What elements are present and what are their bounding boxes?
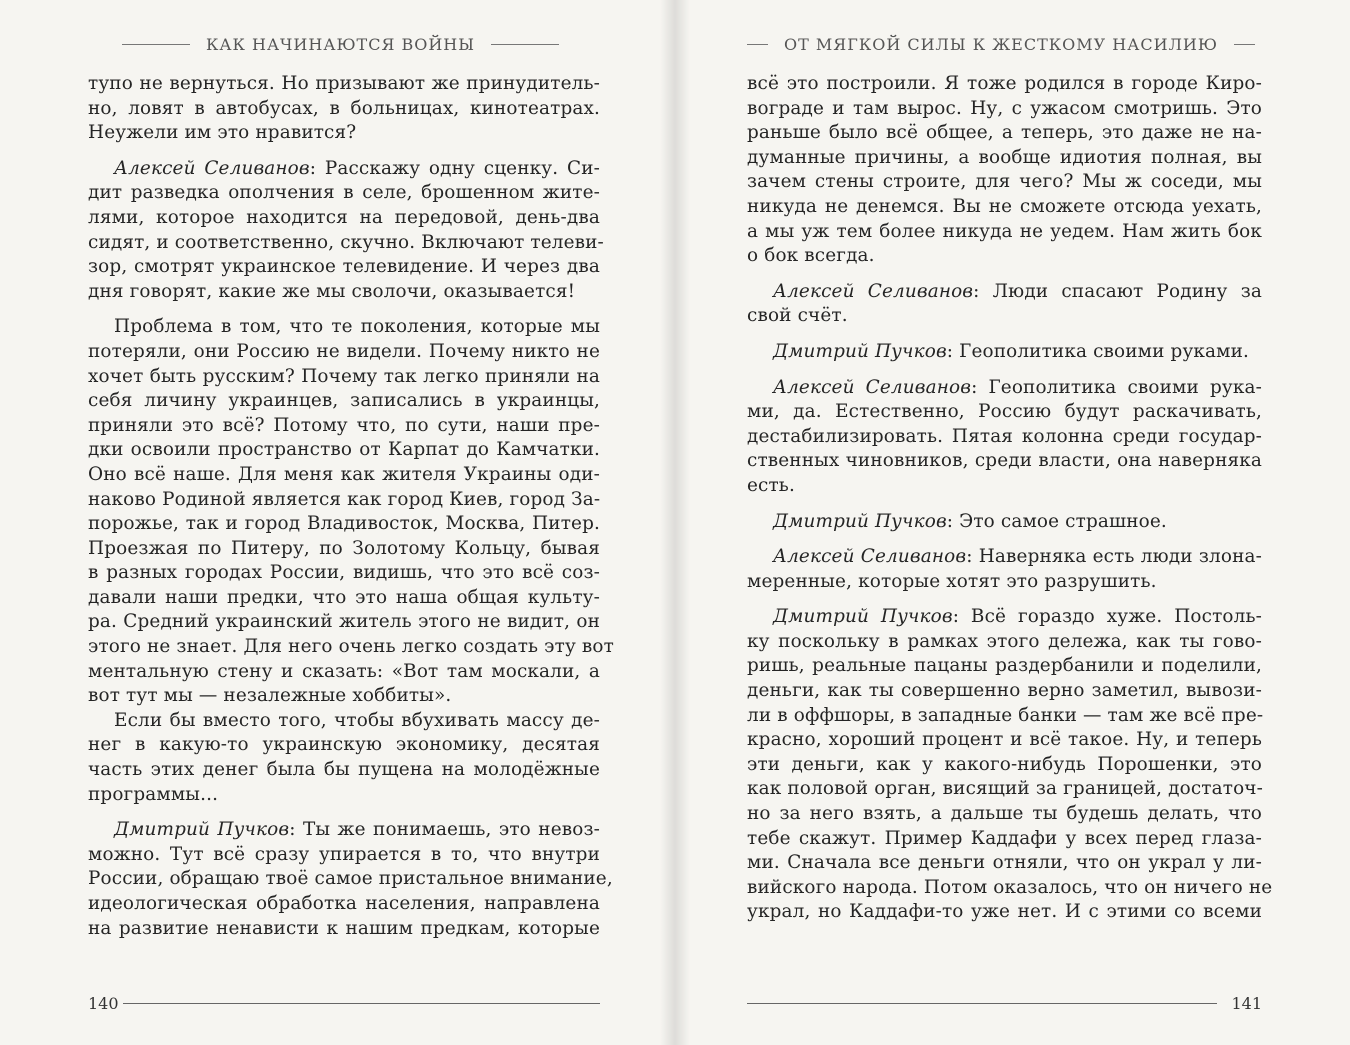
text-line: деньги, как ты совершенно верно заметил, вывози- [747,680,1262,702]
text-fragment: : Расскажу одну сценку. Си- [309,157,600,179]
right-page [675,0,1350,1045]
header-rule [1234,44,1255,45]
paragraph [88,818,613,941]
text-line: приняли это всё? Потому что, по сути, наши пре- [88,414,600,436]
text-line: зачем стены строите, для чего? Мы ж соседи, мы [747,171,1262,193]
header-rule [491,44,559,45]
text-line: ра. Средний украинский житель этого не видит, он [88,611,600,633]
text-fragment: : Наверняка есть люди злона- [966,546,1262,568]
text-line [747,280,1262,305]
text-fragment: : Ты же понимаешь, это невоз- [289,819,600,841]
text-line: потеряли, они Россию не видели. Почему никто не [88,340,600,362]
text-line: нег в какую-то украинскую экономику, десятая [88,734,600,756]
paragraph [747,280,1262,329]
paragraph [88,709,600,807]
speaker-name: Алексей Селиванов [773,280,974,302]
text-line: ми, да. Естественно, Россию будут раскачивать, [747,401,1262,423]
text-line: дестабилизировать. Пятая колонна среди государ- [747,425,1262,447]
text-line: а мы уж тем более никуда не уедем. Нам жить бок [747,220,1262,242]
paragraph [747,340,1262,365]
text-line: ментальную стену и сказать: «Вот там москали, а [88,660,600,682]
text-line: как половой орган, висящий за границей, достаточ- [747,778,1263,800]
page-footer-left [88,990,600,1016]
text-line: этого не знает. Для него очень легко создать эту вот [88,636,614,658]
speaker-name: Дмитрий Пучков [773,606,953,628]
text-line: порожье, так и город Владивосток, Москва, Питер. [88,513,600,535]
text-line: тупо не вернуться. Но призывают же принудитель- [88,73,600,94]
book-gutter-shadow [660,0,690,1045]
text-line: ми. Сначала все деньги отняли, что он украл у ли- [747,852,1262,874]
text-line: России, обращаю твоё самое пристальное внимание, [88,868,613,890]
paragraph [88,315,614,709]
text-line: тебе скажут. Пример Каддафи у всех перед глаза- [747,827,1262,849]
text-line: лями, которое находится на передовой, день-два [88,206,600,228]
text-fragment: : Геополитика своими рука- [971,376,1262,398]
text-line [747,605,1262,630]
text-line: никуда не денемся. Вы не сможете отсюда уехать, [747,195,1262,217]
running-header-left [88,32,593,56]
text-line: ку поскольку в рамках этого дележа, как ты гово- [747,630,1262,652]
text-line: дит разведка ополчения в селе, брошенном жите- [88,182,600,204]
text-line: раньше было всё общее, а теперь, это даже не на- [747,122,1262,144]
text-line: Если бы вместо того, чтобы вбухивать массу де- [114,709,600,731]
text-line: но, ловят в автобусах, в больницах, кинотеатрах. [88,97,600,119]
text-line: эти деньги, как у какого-нибудь Порошенки, это [747,753,1262,775]
text-line: ли в оффшоры, в западные банки — там же всё пре- [747,704,1264,726]
speaker-name: Дмитрий Пучков [114,819,290,841]
text-line [88,818,600,843]
paragraph [88,157,604,305]
text-line: ришь, реальные пацаны раздербанили и поделили, [747,655,1262,677]
text-line: Оно всё наше. Для меня как жителя Украины оди- [88,463,600,485]
page-number: 141 [1231,993,1262,1013]
text-line [747,545,1262,570]
text-line: часть этих денег была бы пущена на молодёжные [88,759,600,781]
text-line: себя личину украинцев, записались в украинцы, [88,390,600,412]
speaker-name: Алексей Селиванов [773,376,972,398]
running-header-right [747,32,1255,56]
page-footer-right [747,990,1262,1016]
text-line: вот тут мы — незалежные хоббиты». [88,685,452,707]
text-fragment: : Геополитика своими руками. [946,340,1250,362]
header-rule [122,44,190,45]
paragraph [747,510,1262,535]
text-line: Неужели им это нравится? [88,122,357,144]
text-line: дки освоили пространство от Карпат до Камчатки. [88,439,600,461]
text-line: меренные, которые хотят это разрушить. [747,570,1157,592]
text-line: можно. Тут всё сразу упирается в то, что внутри [88,843,600,865]
header-rule [747,44,768,45]
text-line: вограде и там вырос. Ну, с ужасом смотришь. Это [747,97,1262,119]
text-fragment: : Это самое страшное. [946,510,1167,532]
text-line: о бок всегда. [747,245,875,267]
text-line: давали наши предки, что это наша общая культу- [88,586,600,608]
text-line [747,340,1262,365]
speaker-name: Алексей Селиванов [114,157,310,179]
text-line: зор, смотрят украинское телевидение. И через два [88,256,600,278]
paragraph [747,72,1262,269]
speaker-name: Алексей Селиванов [773,546,967,568]
speaker-name: Дмитрий Пучков [773,510,947,532]
text-line: украл, но Каддафи-то уже нет. И с этими со всеми [747,901,1262,923]
text-line: на развитие ненависти к нашим предкам, которые [88,917,600,939]
paragraph [747,376,1262,499]
text-line: хочет быть русским? Почему так легко приняли на [88,365,600,387]
paragraph [747,545,1262,594]
text-line [747,376,1262,401]
text-line: свой счёт. [747,305,848,327]
text-line: но за него взять, а дальше ты будешь делать, что [747,803,1262,825]
text-fragment: : Люди спасают Родину за [973,280,1262,302]
text-line: есть. [747,474,795,496]
text-line: красно, хороший процент и всё такое. Ну, и теперь [747,729,1262,751]
page-number: 140 [88,993,119,1013]
text-line: наково Родиной является как город Киев, город За- [88,488,601,510]
left-page-body [88,72,614,941]
text-line: Проблема в том, что те поколения, которые мы [114,316,600,338]
text-line: идеологическая обработка населения, направлена [88,893,600,914]
text-line [88,157,600,182]
paragraph [88,72,600,146]
speaker-name: Дмитрий Пучков [773,340,947,362]
text-line: в разных городах России, видишь, что это всё соз- [88,562,600,584]
text-line: Проезжая по Питеру, по Золотому Кольцу, бывая [88,537,600,559]
text-line: думанные причины, а вообще идиотия полная, вы [747,146,1262,168]
text-line: вийского народа. Потом оказалось, что он ничего не [747,876,1273,898]
running-header-title: ОТ МЯГКОЙ СИЛЫ К ЖЕСТКОМУ НАСИЛИЮ [784,34,1218,54]
text-line: сидят, и соответственно, скучно. Включают телеви- [88,231,604,253]
text-line: всё это построили. Я тоже родился в городе Киро- [747,73,1262,94]
text-line: ственных чиновников, среди власти, она наверняка [747,450,1262,472]
paragraph [747,605,1273,925]
text-fragment: : Всё гораздо хуже. Постоль- [952,606,1262,628]
footer-rule [123,1003,600,1004]
text-line [747,510,1262,535]
running-header-title: КАК НАЧИНАЮТСЯ ВОЙНЫ [206,34,475,54]
text-line: программы... [88,783,219,805]
footer-rule [747,1003,1217,1004]
right-page-body [747,72,1273,925]
text-line: дня говорят, какие же мы сволочи, оказывается! [88,280,576,302]
